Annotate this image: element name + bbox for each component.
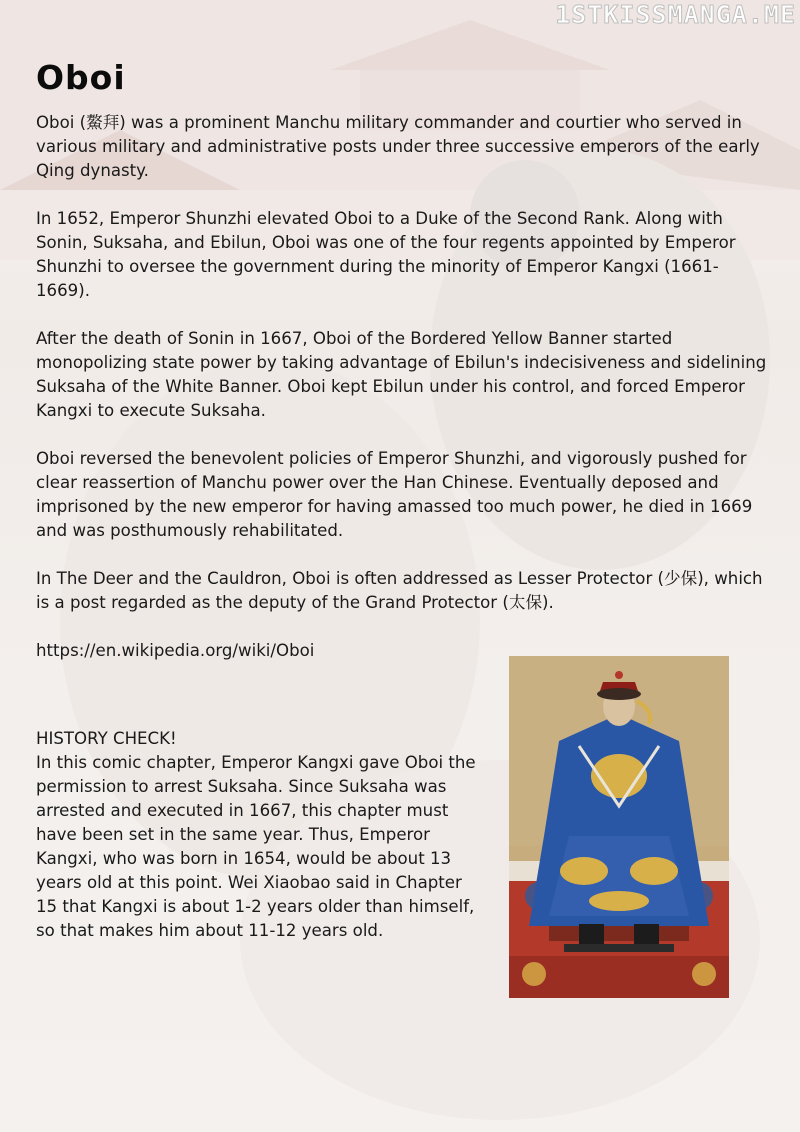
article-paragraph: Oboi (鰲拜) was a prominent Manchu military commander and courtier who served in various military and administrative posts under three successive emperors of the early Qing dynasty. — [36, 113, 760, 180]
wikipedia-link[interactable]: https://en.wikipedia.org/wiki/Oboi — [36, 641, 315, 660]
page-title: Oboi — [36, 58, 126, 97]
article-paragraph: In 1652, Emperor Shunzhi elevated Oboi to a Duke of the Second Rank. Along with Sonin, Suksaha, and Ebilun, Oboi was one of the four regents appointed by Emperor Shunzhi to oversee the government during the minority of Emperor Kangxi (1661-1669). — [36, 209, 736, 300]
article-paragraph: In The Deer and the Cauldron, Oboi is often addressed as Lesser Protector (少保), which is a post regarded as the deputy of the Grand Protector (太保). — [36, 569, 763, 612]
history-check-text: In this comic chapter, Emperor Kangxi gave Oboi the permission to arrest Suksaha. Since Suksaha was arrested and executed in 1667, this chapter must have been set in the same year. Thus, Emperor Kangxi, who was born in 1654, would be about 13 years old at this point. Wei Xiaobao said in Chapter 15 that Kangxi is about 1-2 years older than himself, so that makes him about 11-12 years old. — [36, 753, 476, 940]
history-check-heading: HISTORY CHECK! — [36, 729, 177, 748]
oboi-portrait-image — [509, 656, 729, 998]
history-check-section — [36, 727, 476, 943]
site-watermark: 1STKISSMANGA.ME — [555, 0, 796, 29]
article-paragraph: Oboi reversed the benevolent policies of Emperor Shunzhi, and vigorously pushed for clear reassertion of Manchu power over the Han Chinese. Eventually deposed and imprisoned by the new emperor for having amassed too much power, he died in 1669 and was posthumously rehabilitated. — [36, 449, 753, 540]
article-body — [36, 111, 771, 663]
article-paragraph: After the death of Sonin in 1667, Oboi of the Bordered Yellow Banner started monopolizing state power by taking advantage of Ebilun's indecisiveness and sidelining Suksaha of the White Banner. Oboi kept Ebilun under his control, and forced Emperor Kangxi to execute Suksaha. — [36, 329, 767, 420]
